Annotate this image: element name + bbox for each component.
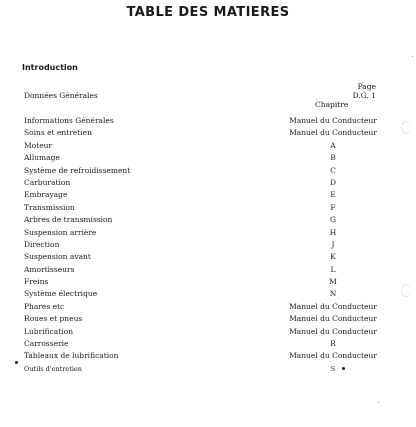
row-label: Informations Générales [24,116,114,125]
contents-list [0,115,416,375]
contents-row [0,165,416,177]
contents-row [0,239,416,251]
scan-speck [412,56,413,57]
contents-row [0,264,416,276]
row-label: Direction [24,239,60,249]
contents-row [0,152,416,164]
contents-row [0,227,416,239]
row-label: Phares etc [24,301,65,311]
row-reference: M [329,277,337,287]
row-reference: Manuel du Conducteur [289,116,377,125]
bullet-dot-right [342,367,345,370]
row-reference: A [330,140,336,150]
contents-row [0,251,416,263]
row-reference: Manuel du Conducteur [289,314,377,324]
row-reference: F [330,202,336,212]
row-label: Outils d'entretien [24,364,82,373]
contents-row [0,350,416,362]
row-label: Amortisseurs [24,264,75,274]
row-label: Système de refroidissement [24,165,131,175]
introduction-heading: Introduction [22,63,78,72]
row-label: Embrayage [24,190,68,200]
scan-speck [378,402,379,403]
punch-hole-upper [401,121,411,134]
row-reference: R [330,339,336,349]
row-reference: N [329,289,337,299]
row-label: Suspension arrière [24,227,97,237]
row-label: Système électrique [24,289,98,299]
contents-row [0,313,416,325]
row-reference: Manuel du Conducteur [289,351,377,361]
bullet-dot-left [15,361,18,364]
general-data-label: Données Générales [24,91,98,100]
row-label: Lubrification [24,326,74,336]
row-reference: L [330,264,336,274]
row-reference: Manuel du Conducteur [289,128,377,138]
row-reference: E [330,190,336,200]
row-reference: K [330,252,336,262]
contents-row [0,214,416,226]
row-reference: Manuel du Conducteur [289,326,377,336]
general-data-page-code: D.G. 1 [352,91,376,100]
contents-row [0,115,416,127]
row-label: Moteur [24,140,53,150]
page-title: TABLE DES MATIERES [126,5,290,20]
row-label: Freins [24,277,49,287]
contents-row [0,189,416,201]
row-reference: Manuel du Conducteur [289,301,377,311]
chapter-column-header: Chapitre [315,100,349,109]
row-label: Allumage [24,153,60,163]
row-reference: D [329,177,336,187]
punch-hole-lower [401,284,411,297]
row-reference: C [330,165,336,175]
row-reference: S [330,364,336,373]
row-label: Tableaux de lubrification [24,351,119,361]
row-label: Roues et pneus [24,314,83,324]
contents-row [0,301,416,313]
contents-row [0,202,416,214]
row-label: Carrosserie [24,339,69,349]
contents-row [0,326,416,338]
row-reference: G [330,215,336,225]
row-label: Carburation [24,177,71,187]
row-reference: B [330,153,336,163]
row-label: Suspension avant [24,252,91,262]
page-column-header: Page [357,82,376,91]
contents-row [0,140,416,152]
contents-row [0,177,416,189]
row-reference: J [331,239,335,249]
contents-row [0,127,416,139]
row-label: Transmission [24,202,75,212]
contents-row [0,338,416,350]
row-label: Soins et entretien [24,128,92,138]
row-reference: H [329,227,337,237]
contents-row [0,276,416,288]
contents-row [0,363,416,375]
row-label: Arbres de transmission [24,215,113,225]
contents-row [0,288,416,300]
